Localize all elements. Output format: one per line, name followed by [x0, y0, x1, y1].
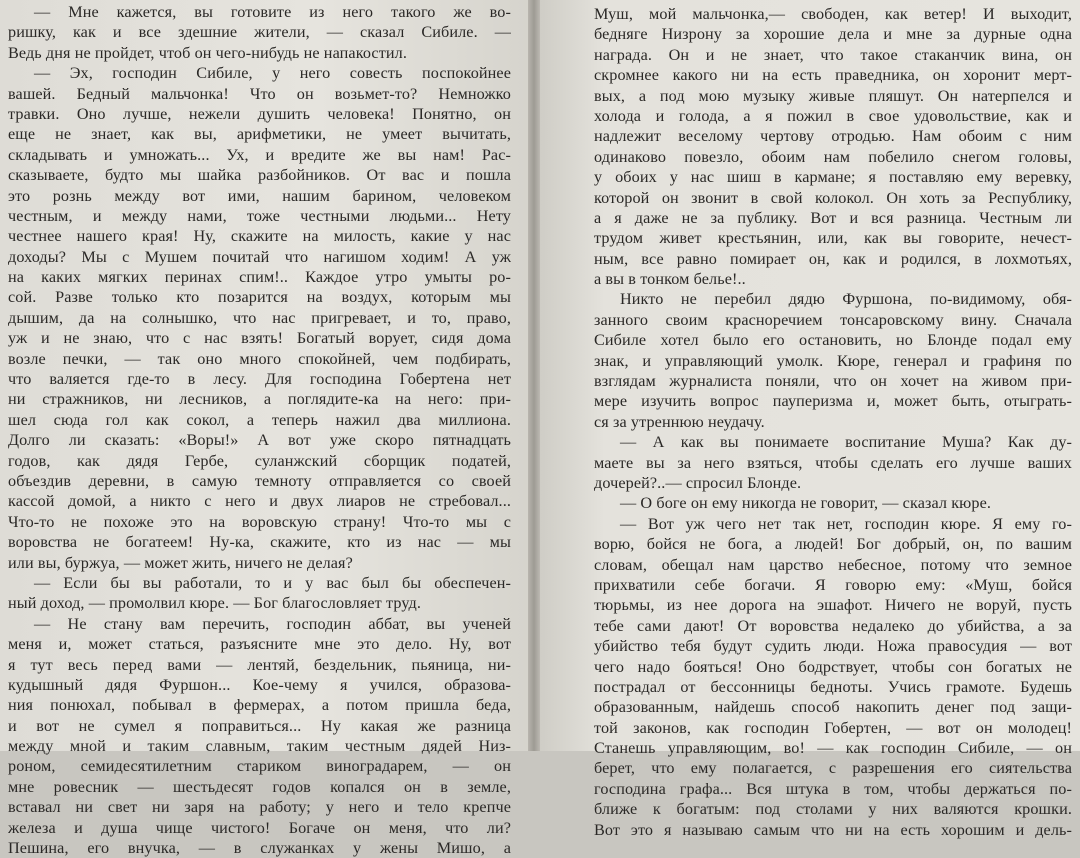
text-line: — Если бы вы работали, то и у вас был бы обеспечен- — [34, 573, 511, 592]
text-line: и вот не сумел я поправиться... Ну какая же разница — [8, 716, 511, 735]
text-line: складывать и умножать... Ух, и вредите же вы нам! Рас- — [8, 145, 511, 164]
text-line: бедняге Низрону за хорошие дела и мне за дурные одна — [594, 25, 1072, 44]
text-line: Станешь управляющим, во! — как господин Сибиле, — он — [594, 739, 1072, 758]
text-line: вых, а под мою музыку живые пляшут. Он натерпелся и — [594, 86, 1072, 105]
text-line: господина графа... Вся штука в том, чтобы держаться по- — [594, 779, 1072, 798]
text-line: берет, что ему полагается, с разрешения его сиятельства — [594, 759, 1072, 778]
text-line: Что-то не похоже это на воровскую страну! Что-то мы с — [8, 512, 511, 531]
text-line: шел сюда гол как сокол, а теперь нажил два миллиона. — [8, 410, 511, 429]
text-line: Вот это я называю самым что ни на есть хорошим и дель- — [594, 820, 1072, 839]
text-line: сой. Разве только кто позарится на воздух, которым мы — [8, 288, 511, 307]
text-line: ворю, бойся не бога, а людей! Бог добрый, он, по вашим — [594, 535, 1072, 554]
text-line: а я даже не за публику. Вот и вся разница. Честным ли — [594, 208, 1072, 227]
text-line: тебе сами дают! От воровства недалеко до убийства, а за — [594, 616, 1072, 635]
text-line: занного своим красноречием тонсаровскому вину. Сначала — [594, 310, 1072, 329]
text-line: дочерей?..— спросил Блонде. — [594, 473, 802, 492]
text-line: прихватили себе богачи. Я говорю ему: «Муш, бойся — [594, 575, 1072, 594]
text-line: кассой домой, а никто с него и двух лиаров не стребовал... — [8, 492, 511, 511]
text-line: ближе к богатым: под столами у них валяются крошки. — [594, 800, 1072, 819]
text-line: или вы, буржуа, — может жить, ничего не делая? — [8, 553, 353, 572]
text-line: пострадал от бессонницы бедноты. Учись грамоте. Будешь — [594, 677, 1072, 696]
text-line: тюрьмы, из нее дорога на эшафот. Ничего не воруй, пусть — [594, 596, 1072, 615]
text-line: надлежит веселому чертову отродью. Нам обоим с ним — [594, 127, 1072, 146]
text-line: Ведь дня не пройдет, чтоб он чего-нибудь не напакостил. — [8, 43, 407, 62]
text-line: железа и душа чище чистого! Богаче он меня, что ли? — [8, 818, 511, 837]
text-line: я тут весь перед вами — лентяй, бездельник, пьяница, ни- — [8, 655, 511, 674]
text-line: дышим, да на солнышко, что нас пригревает, и то, право, — [8, 308, 511, 327]
text-line: холода и голода, а я пожил в свое удовольствие, как и — [594, 106, 1072, 125]
text-line: доходы? Мы с Мушем почитай что нагишом ходим! А уж — [8, 247, 511, 266]
text-line: Пешина, его внучка, — в служанках у жены Мишо, а — [8, 839, 511, 858]
text-line: честным, и между нами, тоже честными людьми... Нету — [8, 206, 511, 225]
text-line: возле печки, — так оно много спокойней, чем подбирать, — [8, 349, 511, 368]
text-line: у обоих у нас шиш в кармане; я поставляю ему веревку, — [594, 168, 1072, 187]
text-line: мере изучить вопрос пауперизма и, может быть, отыграть- — [594, 392, 1072, 411]
text-line: скромнее какого ни на есть праведника, он хоронит мерт- — [594, 66, 1072, 85]
text-line: меня и, может статься, разъясните мне это дело. Ну, вот — [8, 635, 511, 654]
text-line: на каких мягких перинах спим!.. Каждое утро умыты ро- — [8, 268, 511, 287]
text-line: знак, и управляющий умолк. Кюре, генерал и графиня по — [594, 351, 1072, 370]
text-line: — Эх, господин Сибиле, у него совесть поспокойнее — [34, 64, 511, 83]
text-line: — О боге он ему никогда не говорит, — сказал кюре. — [620, 494, 992, 513]
text-line: мне ровесник — шестьдесят годов копался он в земле, — [8, 777, 511, 796]
text-line: ния понюхал, побывал в фермерах, а потом пришла беда, — [8, 696, 511, 715]
text-line: честнее нашего края! Ну, скажите на милость, какие у нас — [8, 227, 511, 246]
text-line: еще не знает, как вы, арифметики, не умеет вычитать, — [8, 125, 511, 144]
text-line: убийство тебя будут судить люди. Ножа правосудия — вот — [594, 637, 1072, 656]
text-line: что валяется где-то в лесу. Для господина Гобертена нет — [8, 370, 511, 389]
text-line: травки. Оно лучше, нежели душить человека! Понятно, он — [8, 104, 511, 123]
book-gutter — [528, 0, 540, 751]
text-line: роном, семидесятилетним стариком виноградарем, — он — [8, 757, 511, 776]
text-line: ришку, как и все здешние жители, — сказал Сибиле. — — [8, 23, 511, 42]
text-line: награда. Он и не знает, что такое стаканчик вина, он — [594, 45, 1072, 64]
text-line: ным, все равно помирает он, как и родился, в лохмотьях, — [594, 249, 1072, 268]
text-line: годов, как дядя Гербе, суланжский сборщик податей, — [8, 451, 511, 470]
text-line: — Мне кажется, вы готовите из него такого же во- — [34, 3, 511, 21]
text-line: которой он звонит в свой колокол. Он хоть за Республику, — [594, 188, 1072, 207]
text-line: кудышный дядя Фуршон... Кое-чему я учился, образова- — [8, 675, 511, 694]
text-line: объездив деревни, в самую темноту отправляется со своей — [8, 471, 511, 490]
text-line: сказываете, будто мы шайка разбойников. От вас и пошла — [8, 166, 511, 185]
text-line: Муш, мой мальчонка,— свободен, как ветер! И выходит, — [594, 5, 1072, 23]
text-line: — А как вы понимаете воспитание Муша? Как ду- — [620, 433, 1072, 452]
right-page — [540, 0, 1080, 839]
text-line: образованным, найдешь способ накопить денег под защи- — [594, 698, 1072, 717]
text-line: а вы в тонком белье!.. — [594, 270, 746, 289]
text-line: между мной и таким славным, таким честным дядей Низ- — [8, 737, 511, 756]
text-line: вашей. Бедный мальчонка! Что он возьмет-то? Немножко — [8, 84, 511, 103]
text-line: словам, обещал нам царство небесное, потому что земное — [594, 555, 1072, 574]
text-line: ный доход, — промолвил кюре. — Бог благословляет труд. — [8, 594, 422, 613]
text-line: Никто не перебил дядю Фуршона, по-видимому, обя- — [620, 290, 1072, 309]
text-line: вставал ни свет ни заря на работу; у него и тело крепче — [8, 798, 511, 817]
text-line: ся за утреннюю неудачу. — [594, 412, 765, 431]
text-line: — Не стану вам перечить, господин аббат, вы ученей — [34, 614, 511, 633]
text-line: уж и не знаю, что с нас взять! Богатый ворует, сидя дома — [8, 329, 511, 348]
text-line: это рознь между вот ими, нашим барином, человеком — [8, 186, 511, 205]
text-line: одинаково повезло, обоим нам побелило снегом головы, — [594, 147, 1072, 166]
text-line: Сибиле хотел было его остановить, но Блонде подал ему — [594, 331, 1072, 350]
text-line: маете вы за него взяться, чтобы сделать его лучше ваших — [594, 453, 1072, 472]
text-line: чего надо бояться! Оно бодрствует, чтобы сон богатых не — [594, 657, 1072, 676]
text-line: воровства не богатеем! Ну-ка, скажите, кто из нас — мы — [8, 533, 511, 552]
left-page — [0, 0, 528, 858]
text-line: той законов, как господин Гобертен, — вот он молодец! — [594, 718, 1072, 737]
text-line: ни стражников, ни лесников, а поглядите-ка на него: при- — [8, 390, 511, 409]
text-line: — Вот уж чего нет так нет, господин кюре. Я ему го- — [620, 514, 1072, 533]
text-line: трудом живет крестьянин, или, как вы говорите, нечест- — [594, 229, 1072, 248]
text-line: взглядам журналиста поняли, что он хочет на живом при- — [594, 372, 1072, 391]
text-line: Долго ли сказать: «Воры!» А вот уже скоро пятнадцать — [8, 431, 511, 450]
